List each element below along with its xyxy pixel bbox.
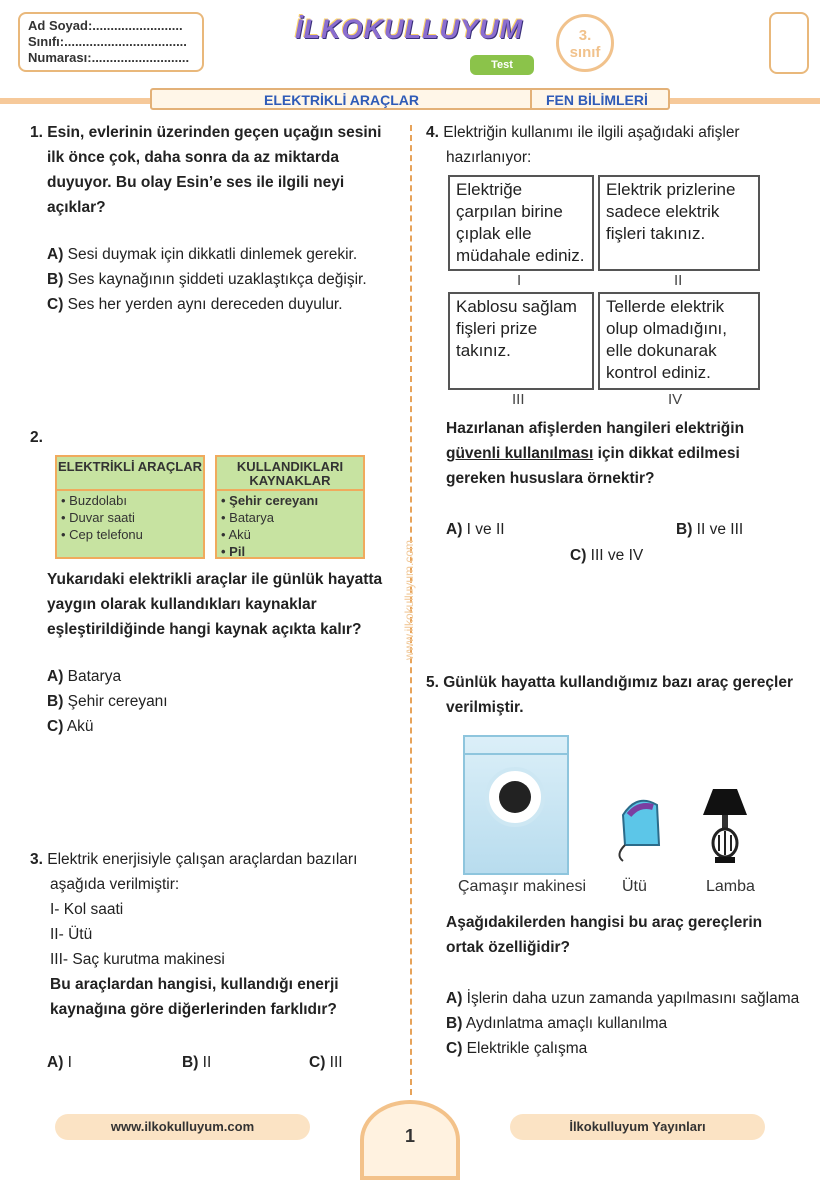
test-badge: Test <box>470 55 534 75</box>
option-key: B) <box>47 693 64 710</box>
option-key: C) <box>446 1040 463 1057</box>
option-key: B) <box>676 521 693 538</box>
option-key: B) <box>47 271 64 288</box>
poster-2-label: II <box>674 272 683 289</box>
option-a[interactable] <box>47 1050 72 1075</box>
poster-2: Elektrik prizlerine sadece elektrik fişleri takınız. <box>598 175 760 271</box>
option-key: A) <box>47 1054 64 1071</box>
table-column-devices <box>55 455 205 559</box>
question-2-options <box>47 664 387 739</box>
option-text: Şehir cereyanı <box>67 693 168 710</box>
number-label: Numarası:........................... <box>28 50 190 65</box>
question-3-intro <box>30 847 390 897</box>
table-header-devices: ELEKTRİKLİ ARAÇLAR <box>57 457 203 491</box>
option-a[interactable] <box>446 517 505 542</box>
table-cell: • Duvar saati <box>61 510 135 525</box>
option-c[interactable] <box>570 543 643 568</box>
option-a[interactable] <box>47 242 390 267</box>
table-header-sources: KULLANDIKLARI KAYNAKLAR <box>217 457 363 491</box>
table-cell: • Buzdolabı <box>61 493 127 508</box>
table-cell: • Batarya <box>221 510 274 525</box>
option-text: İşlerin daha uzun zamanda yapılmasını sağlama <box>466 990 800 1007</box>
question-5-intro-text: Günlük hayatta kullandığımız bazı araç gereçler verilmiştir. <box>443 674 793 716</box>
poster-1-label: I <box>517 272 522 289</box>
option-c[interactable] <box>47 292 390 317</box>
option-text: Aydınlatma amaçlı kullanılma <box>465 1015 668 1032</box>
washer-door <box>485 767 545 827</box>
question-5-intro <box>426 670 796 720</box>
option-c[interactable] <box>309 1050 343 1075</box>
grade-word: sınıf <box>569 44 601 61</box>
option-text: Batarya <box>67 668 122 685</box>
option-c[interactable] <box>47 714 387 739</box>
list-item: I- Kol saati <box>50 901 124 918</box>
poster-4: Tellerde elektrik olup olmadığını, elle dokunarak kontrol ediniz. <box>598 292 760 390</box>
option-key: B) <box>182 1054 199 1071</box>
washer-control-panel <box>465 737 567 755</box>
poster-4-label: IV <box>668 391 683 408</box>
option-text: I <box>67 1054 72 1071</box>
option-key: B) <box>446 1015 463 1032</box>
option-text: Ses her yerden aynı dereceden duyulur. <box>67 296 343 313</box>
option-text: II ve III <box>696 521 744 538</box>
question-4-text <box>446 416 791 491</box>
question-3 <box>30 847 390 1022</box>
option-b[interactable] <box>182 1050 211 1075</box>
question-1-number: 1. <box>30 124 43 141</box>
question-4-number: 4. <box>426 124 439 141</box>
question-2-number: 2. <box>30 429 43 446</box>
question-4-text-underline: güvenli kullanılması <box>446 445 594 462</box>
brand-logo: İLKOKULLUYUM <box>295 14 523 44</box>
option-b[interactable] <box>47 689 387 714</box>
option-key: A) <box>47 668 64 685</box>
iron-image <box>607 785 667 865</box>
option-key: A) <box>47 246 64 263</box>
lamp-label: Lamba <box>706 878 755 895</box>
question-1-stem <box>30 120 390 220</box>
student-info-box <box>18 12 204 72</box>
washer-drum <box>499 781 531 813</box>
score-box <box>769 12 809 74</box>
poster-1: Elektriğe çarpılan birine çıplak elle müdahale ediniz. <box>448 175 594 271</box>
question-5-number: 5. <box>426 674 439 691</box>
option-b[interactable] <box>47 267 390 292</box>
question-1-text: Esin, evlerinin üzerinden geçen uçağın sesini ilk önce çok, daha sonra da az miktarda duyuyor. Bu olay Esin’e ses ile ilgili neyi açıklar? <box>47 124 382 216</box>
question-4-intro <box>426 120 796 170</box>
option-text: Ses kaynağının şiddeti uzaklaştıkça değişir. <box>67 271 367 288</box>
question-2 <box>47 567 387 739</box>
option-key: C) <box>47 718 64 735</box>
question-5-text: Aşağıdakilerden hangisi bu araç gereçlerin ortak özelliğidir? <box>446 914 763 956</box>
question-3-intro-text: Elektrik enerjisiyle çalışan araçlardan bazıları aşağıda verilmiştir: <box>47 851 358 893</box>
subject-bar <box>150 88 670 110</box>
lamp-image <box>695 785 755 875</box>
question-4-intro-text: Elektriğin kullanımı ile ilgili aşağıdaki afişler hazırlanıyor: <box>443 124 740 166</box>
table-cell: • Pil <box>221 544 246 559</box>
footer-website[interactable]: www.ilkokulluyum.com <box>55 1114 310 1140</box>
option-text: Sesi duymak için dikkatli dinlemek gerekir. <box>67 246 358 263</box>
question-3-text: Bu araçlardan hangisi, kullandığı enerji kaynağına göre diğerlerinden farklıdır? <box>50 976 339 1018</box>
option-a[interactable] <box>446 986 806 1011</box>
washing-machine-image <box>463 735 569 875</box>
table-cell: • Akü <box>221 527 251 542</box>
poster-3-label: III <box>512 391 525 408</box>
option-key: C) <box>47 296 64 313</box>
page-number: 1 <box>360 1100 460 1180</box>
subject-title: FEN BİLİMLERİ <box>546 92 648 108</box>
question-1-options <box>30 242 390 317</box>
option-key: C) <box>309 1054 326 1071</box>
option-text: Elektrikle çalışma <box>466 1040 588 1057</box>
list-item: II- Ütü <box>50 926 93 943</box>
option-b[interactable] <box>446 1011 806 1036</box>
watermark-text: www.ilkokulluyum.com <box>402 539 416 660</box>
table-column-sources <box>215 455 365 559</box>
iron-label: Ütü <box>622 878 647 895</box>
question-3-number: 3. <box>30 851 43 868</box>
question-4-intro-line <box>426 120 796 170</box>
class-label: Sınıfı:.................................. <box>28 34 187 49</box>
name-label: Ad Soyad:......................... <box>28 18 183 33</box>
option-a[interactable] <box>47 664 387 689</box>
option-key: A) <box>446 521 463 538</box>
option-text: I ve II <box>466 521 505 538</box>
question-3-items <box>30 897 390 1022</box>
option-b[interactable] <box>676 517 743 542</box>
option-text: III <box>329 1054 343 1071</box>
topic-title: ELEKTRİKLİ ARAÇLAR <box>264 92 420 108</box>
poster-3: Kablosu sağlam fişleri prize takınız. <box>448 292 594 390</box>
option-text: III ve IV <box>590 547 644 564</box>
question-4-text-pre: Hazırlanan afişlerden hangileri elektriğin <box>446 420 745 437</box>
list-item: III- Saç kurutma makinesi <box>50 951 225 968</box>
question-5-options <box>446 986 806 1061</box>
subject-divider <box>530 90 532 108</box>
option-key: C) <box>570 547 587 564</box>
footer-publisher: İlkokulluyum Yayınları <box>510 1114 765 1140</box>
table-cell: • Cep telefonu <box>61 527 143 542</box>
option-text: Akü <box>66 718 94 735</box>
washing-machine-label: Çamaşır makinesi <box>458 878 587 895</box>
question-4-text-post: için dikkat edilmesi gereken hususlara örnektir? <box>446 445 740 487</box>
table-cell: • Şehir cereyanı <box>221 493 319 508</box>
option-c[interactable] <box>446 1036 806 1061</box>
grade-number: 3. <box>578 27 592 44</box>
option-key: A) <box>446 990 463 1007</box>
question-1 <box>30 120 390 317</box>
option-text: II <box>202 1054 212 1071</box>
grade-badge <box>556 14 614 72</box>
question-2-text: Yukarıdaki elektrikli araçlar ile günlük hayatta yaygın olarak kullandıkları kaynaklar eşleştirildiğinde hangi kaynak açıkta kalır? <box>47 571 383 638</box>
